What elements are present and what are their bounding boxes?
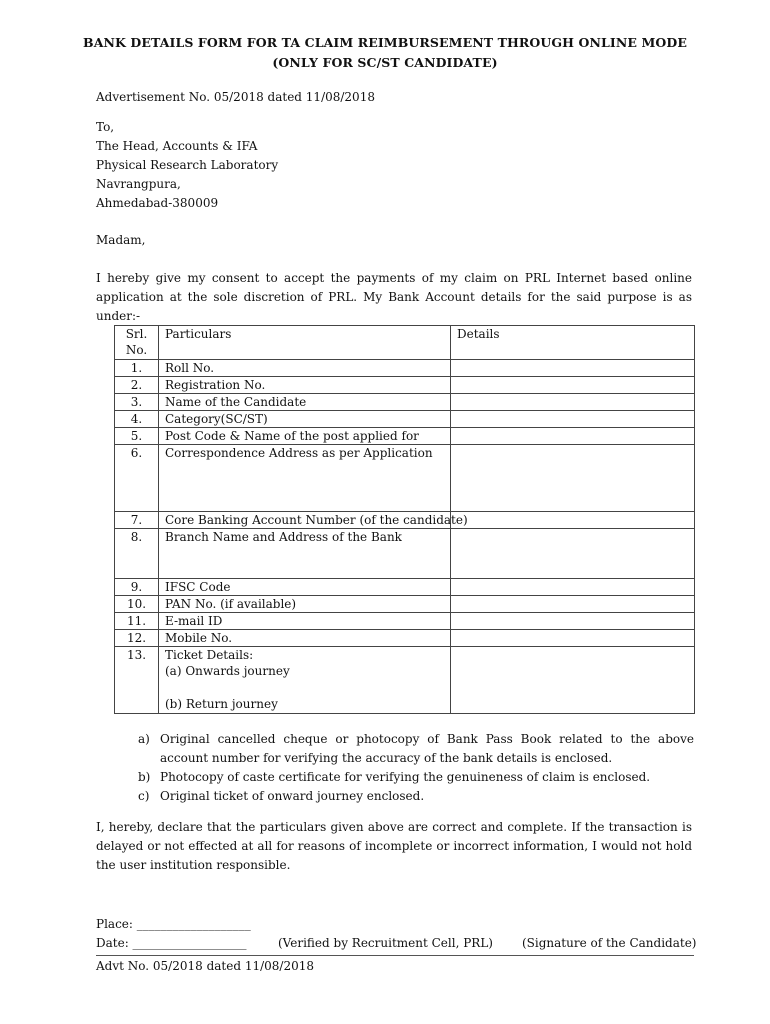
row-number: 12. — [115, 630, 159, 647]
row-particular-ticket — [159, 647, 451, 714]
row-particular: Correspondence Address as per Application — [159, 445, 451, 512]
row-number: 10. — [115, 596, 159, 613]
details-cell[interactable] — [451, 445, 695, 512]
table-row — [115, 512, 695, 529]
note-item — [138, 730, 694, 768]
address-to: To, — [96, 120, 115, 134]
place-field[interactable]: Place: ___________________ — [96, 917, 251, 931]
details-cell[interactable] — [451, 529, 695, 579]
candidate-signature-label: (Signature of the Candidate) — [522, 936, 697, 950]
row-particular: Category(SC/ST) — [159, 411, 451, 428]
row-number: 3. — [115, 394, 159, 411]
row-number: 9. — [115, 579, 159, 596]
date-field[interactable]: Date: ___________________ — [96, 936, 247, 950]
note-item — [138, 787, 694, 806]
details-cell[interactable] — [451, 596, 695, 613]
table-row — [115, 411, 695, 428]
table-row — [115, 613, 695, 630]
row-particular: Mobile No. — [159, 630, 451, 647]
header-details: Details — [451, 326, 695, 360]
row-particular: Roll No. — [159, 360, 451, 377]
ticket-details-label: Ticket Details: — [165, 648, 254, 662]
consent-paragraph: I hereby give my consent to accept the payments of my claim on PRL Internet based online application at the sole discretion of PRL. My Bank Account details for the said purpose is as under:- — [96, 271, 692, 323]
address-line: Navrangpura, — [96, 177, 181, 191]
details-cell[interactable] — [451, 647, 695, 714]
table-header-row — [115, 326, 695, 360]
row-number: 11. — [115, 613, 159, 630]
details-cell[interactable] — [451, 411, 695, 428]
table-row — [115, 360, 695, 377]
advertisement-line: Advertisement No. 05/2018 dated 11/08/2018 — [96, 90, 375, 104]
details-cell[interactable] — [451, 428, 695, 445]
details-cell[interactable] — [451, 394, 695, 411]
row-number: 4. — [115, 411, 159, 428]
note-marker: c) — [138, 789, 150, 803]
row-number: 13. — [115, 647, 159, 714]
row-number: 7. — [115, 512, 159, 529]
note-text: Original ticket of onward journey enclosed. — [160, 789, 425, 803]
footer-divider — [96, 955, 694, 956]
details-cell[interactable] — [451, 360, 695, 377]
row-particular: Post Code & Name of the post applied for — [159, 428, 451, 445]
note-marker: b) — [138, 770, 151, 784]
table-row — [115, 630, 695, 647]
onward-journey-label: (a) Onwards journey — [165, 664, 290, 678]
note-marker: a) — [138, 732, 150, 746]
note-item — [138, 768, 694, 787]
table-row — [115, 596, 695, 613]
details-cell[interactable] — [451, 613, 695, 630]
row-particular: IFSC Code — [159, 579, 451, 596]
address-line: Physical Research Laboratory — [96, 158, 279, 172]
bank-details-table — [114, 325, 695, 714]
form-title: BANK DETAILS FORM FOR TA CLAIM REIMBURSEMENT THROUGH ONLINE MODE — [83, 35, 687, 50]
details-cell[interactable] — [451, 630, 695, 647]
header-particulars: Particulars — [159, 326, 451, 360]
declaration-paragraph: I, hereby, declare that the particulars given above are correct and complete. If the transaction is delayed or not effected at all for reasons of incomplete or incorrect information, I would not hold the user institution responsible. — [96, 820, 692, 872]
verified-by-label: (Verified by Recruitment Cell, PRL) — [278, 936, 493, 950]
note-text: Original cancelled cheque or photocopy of Bank Pass Book related to the above account number for verifying the accuracy of the bank details is enclosed. — [160, 732, 694, 765]
row-number: 1. — [115, 360, 159, 377]
details-cell[interactable] — [451, 579, 695, 596]
row-particular: Core Banking Account Number (of the candidate) — [159, 512, 451, 529]
row-number: 2. — [115, 377, 159, 394]
table-row — [115, 394, 695, 411]
details-cell[interactable] — [451, 377, 695, 394]
table-row — [115, 428, 695, 445]
form-subtitle: (ONLY FOR SC/ST CANDIDATE) — [272, 55, 498, 70]
details-cell[interactable] — [451, 512, 695, 529]
row-particular: Branch Name and Address of the Bank — [159, 529, 451, 579]
row-particular: PAN No. (if available) — [159, 596, 451, 613]
table-row — [115, 579, 695, 596]
salutation: Madam, — [96, 233, 146, 247]
return-journey-label: (b) Return journey — [165, 697, 278, 711]
note-text: Photocopy of caste certificate for verifying the genuineness of claim is enclosed. — [160, 770, 651, 784]
row-number: 6. — [115, 445, 159, 512]
address-line: The Head, Accounts & IFA — [96, 139, 258, 153]
table-row — [115, 377, 695, 394]
table-row — [115, 529, 695, 579]
row-number: 5. — [115, 428, 159, 445]
header-srl-no: Srl. No. — [115, 326, 159, 360]
address-line: Ahmedabad-380009 — [96, 196, 219, 210]
row-particular: E-mail ID — [159, 613, 451, 630]
footer-advt: Advt No. 05/2018 dated 11/08/2018 — [96, 959, 314, 973]
table-row — [115, 445, 695, 512]
row-number: 8. — [115, 529, 159, 579]
row-particular: Registration No. — [159, 377, 451, 394]
enclosure-notes — [138, 730, 694, 806]
table-row — [115, 647, 695, 714]
row-particular: Name of the Candidate — [159, 394, 451, 411]
